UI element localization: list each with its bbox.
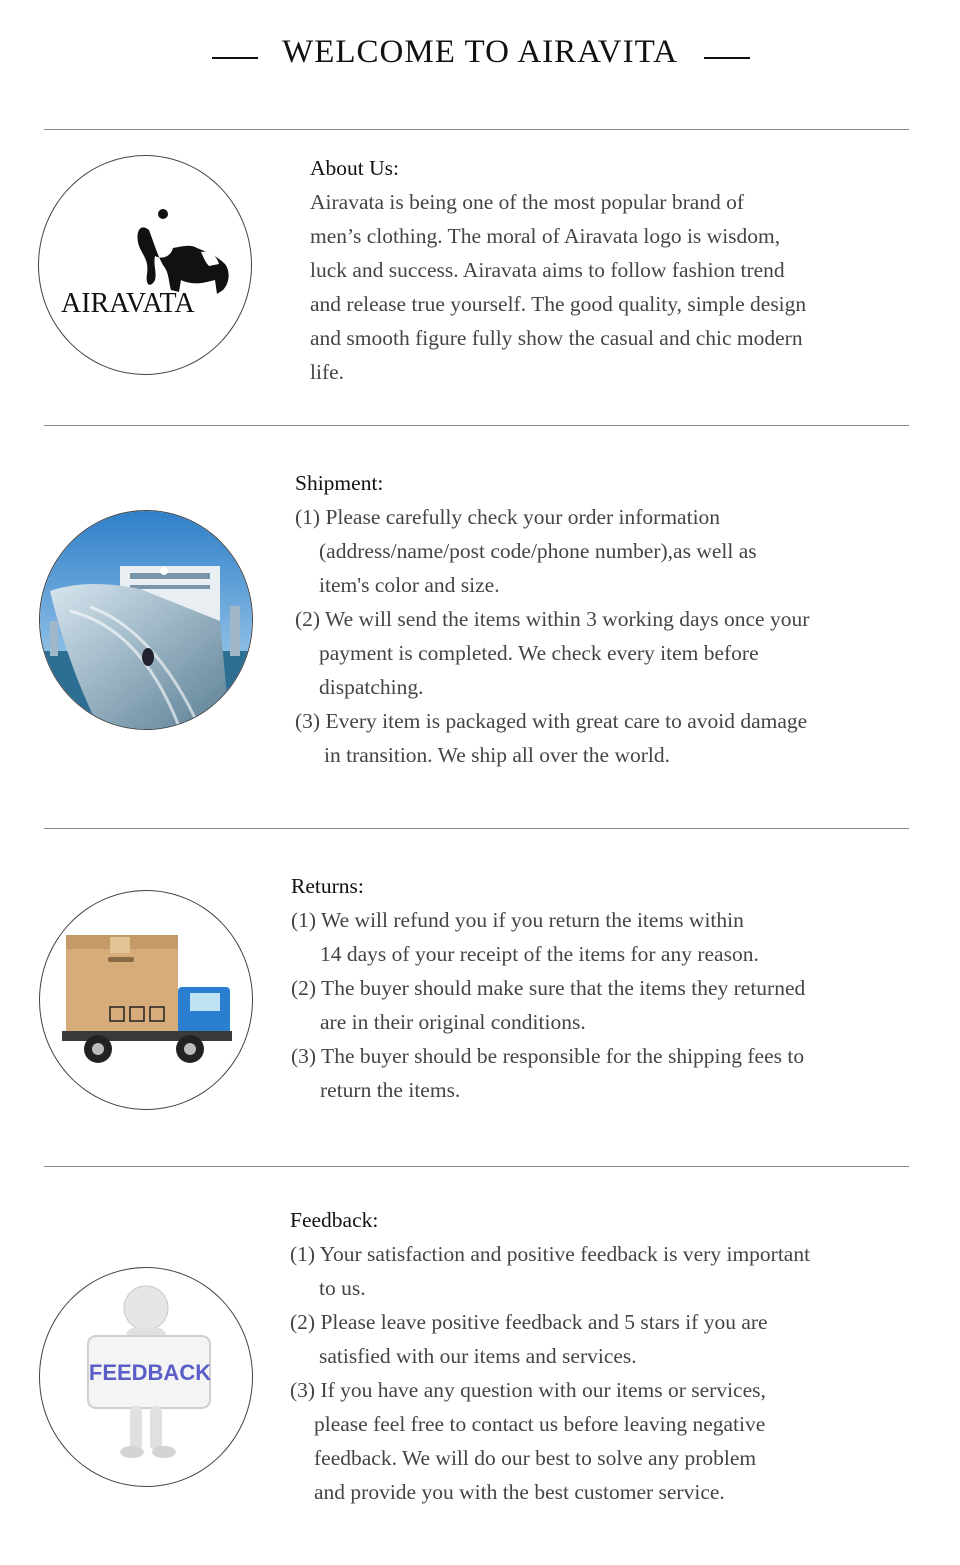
about-line: Airavata is being one of the most popular brand of bbox=[310, 190, 745, 214]
shipment-line: (1) Please carefully check your order information bbox=[295, 505, 721, 529]
shipment-line: (3) Every item is packaged with great care to avoid damage bbox=[295, 709, 808, 733]
about-line: life. bbox=[310, 360, 345, 384]
shipment-line: (address/name/post code/phone number),as well as bbox=[319, 539, 757, 563]
shipment-line: payment is completed. We check every item before bbox=[319, 641, 759, 665]
shipment-line: (2) We will send the items within 3 working days once your bbox=[295, 607, 810, 631]
returns-line: (1) We will refund you if you return the items within bbox=[291, 908, 744, 932]
returns-line: return the items. bbox=[320, 1078, 461, 1102]
section-divider bbox=[44, 1166, 909, 1167]
feedback-title: Feedback: bbox=[290, 1208, 379, 1232]
section-divider bbox=[44, 828, 909, 829]
shipment-line: item's color and size. bbox=[319, 573, 500, 597]
ship-image bbox=[39, 510, 253, 730]
elephant-icon bbox=[137, 209, 228, 294]
about-section bbox=[310, 151, 806, 389]
returns-line: are in their original conditions. bbox=[320, 1010, 586, 1034]
about-line: and release true yourself. The good quality, simple design bbox=[310, 292, 807, 316]
shipment-line: dispatching. bbox=[319, 675, 424, 699]
logo-text: AIRAVATA bbox=[61, 288, 195, 319]
airavata-logo bbox=[38, 155, 252, 375]
about-title: About Us: bbox=[310, 156, 399, 180]
feedback-line: satisfied with our items and services. bbox=[319, 1344, 637, 1368]
feedback-line: (3) If you have any question with our items or services, bbox=[290, 1378, 766, 1402]
feedback-line: (1) Your satisfaction and positive feedback is very important bbox=[290, 1242, 811, 1266]
header-dash-right bbox=[704, 57, 750, 59]
returns-title: Returns: bbox=[291, 874, 364, 898]
feedback-line: feedback. We will do our best to solve any problem bbox=[314, 1446, 757, 1470]
feedback-line: and provide you with the best customer service. bbox=[314, 1480, 725, 1504]
section-divider bbox=[44, 129, 909, 130]
returns-section bbox=[291, 869, 805, 1107]
shipment-line: in transition. We ship all over the world. bbox=[324, 743, 670, 767]
returns-line: (3) The buyer should be responsible for the shipping fees to bbox=[291, 1044, 805, 1068]
shipment-section bbox=[295, 466, 809, 772]
section-divider bbox=[44, 425, 909, 426]
ship-icon bbox=[50, 566, 230, 729]
page-title: WELCOME TO AIRAVITA bbox=[282, 34, 678, 70]
feedback-image bbox=[39, 1267, 253, 1487]
feedback-line: (2) Please leave positive feedback and 5 stars if you are bbox=[290, 1310, 768, 1334]
about-line: men’s clothing. The moral of Airavata logo is wisdom, bbox=[310, 224, 781, 248]
feedback-line: to us. bbox=[319, 1276, 366, 1300]
truck-image bbox=[39, 890, 253, 1110]
page-header bbox=[0, 28, 960, 88]
about-line: luck and success. Airavata aims to follow fashion trend bbox=[310, 258, 785, 282]
feedback-section bbox=[290, 1203, 810, 1509]
delivery-truck-icon bbox=[62, 935, 232, 1063]
returns-line: (2) The buyer should make sure that the items they returned bbox=[291, 976, 806, 1000]
feedback-line: please feel free to contact us before leaving negative bbox=[314, 1412, 766, 1436]
shipment-title: Shipment: bbox=[295, 471, 384, 495]
feedback-sign-text: FEEDBACK bbox=[88, 1360, 212, 1385]
returns-line: 14 days of your receipt of the items for any reason. bbox=[320, 942, 759, 966]
about-line: and smooth figure fully show the casual and chic modern bbox=[310, 326, 803, 350]
